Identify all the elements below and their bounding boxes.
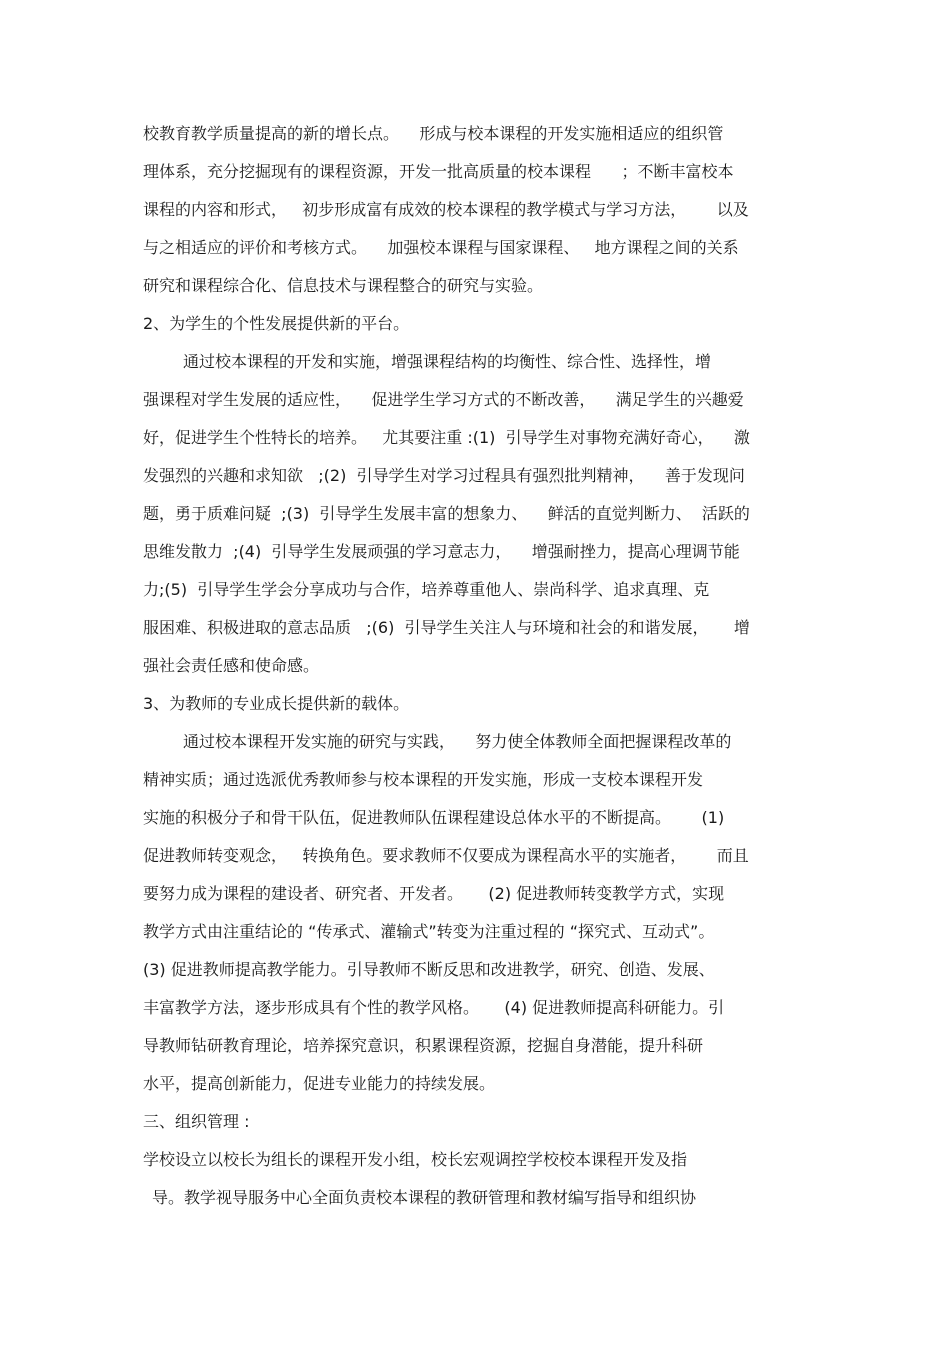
text-line: 课程的内容和形式， 初步形成富有成效的校本课程的教学模式与学习方法， 以及 — [143, 200, 749, 219]
text-line: 服困难、积极进取的意志品质 ;(6) 引导学生关注人与环境和社会的和谐发展， 增 — [143, 618, 750, 637]
text-line: 实施的积极分子和骨干队伍，促进教师队伍课程建设总体水平的不断提高。 (1) — [143, 808, 725, 827]
text-line: 研究和课程综合化、信息技术与课程整合的研究与实验。 — [143, 276, 544, 295]
section-heading: 3、为教师的专业成长提供新的载体。 — [143, 694, 410, 713]
text-line: 教学方式由注重结论的 “传承式、灌输式”转变为注重过程的 “探究式、互动式”。 — [143, 922, 715, 941]
text-line: 与之相适应的评价和考核方式。 加强校本课程与国家课程、 地方课程之间的关系 — [143, 238, 739, 257]
text-line: 好，促进学生个性特长的培养。 尤其要注重 :(1) 引导学生对事物充满好奇心， 激 — [143, 428, 750, 447]
text-line: (3) 促进教师提高教学能力。引导教师不断反思和改进教学，研究、创造、发展、 — [143, 960, 715, 979]
text-line: 精神实质；通过选派优秀教师参与校本课程的开发实施，形成一支校本课程开发 — [143, 770, 704, 789]
text-line: 促进教师转变观念， 转换角色。要求教师不仅要成为课程高水平的实施者， 而且 — [143, 846, 749, 865]
text-line: 水平，提高创新能力，促进专业能力的持续发展。 — [143, 1074, 496, 1093]
text-line: 强社会责任感和使命感。 — [143, 656, 320, 675]
text-line: 导。教学视导服务中心全面负责校本课程的教研管理和教材编写指导和组织协 — [152, 1188, 697, 1207]
text-line: 思维发散力 ;(4) 引导学生发展顽强的学习意志力， 增强耐挫力，提高心理调节能 — [143, 542, 740, 561]
text-line: 丰富教学方法，逐步形成具有个性的教学风格。 (4) 促进教师提高科研能力。引 — [143, 998, 725, 1017]
text-line: 校教育教学质量提高的新的增长点。 形成与校本课程的开发实施相适应的组织管 — [143, 124, 724, 143]
text-line: 要努力成为课程的建设者、研究者、开发者。 (2) 促进教师转变教学方式，实现 — [143, 884, 725, 903]
text-line: 力;(5) 引导学生学会分享成功与合作，培养尊重他人、崇尚科学、追求真理、克 — [143, 580, 710, 599]
paragraph-start: 通过校本课程的开发和实施，增强课程结构的均衡性、综合性、选择性，增 — [183, 352, 712, 371]
text-line: 强课程对学生发展的适应性， 促进学生学习方式的不断改善， 满足学生的兴趣爱 — [143, 390, 744, 409]
text-line: 导教师钻研教育理论，培养探究意识，积累课程资源，挖掘自身潜能，提升科研 — [143, 1036, 704, 1055]
paragraph-start: 通过校本课程开发实施的研究与实践， 努力使全体教师全面把握课程改革的 — [183, 732, 732, 751]
section-heading: 三、组织管理 : — [143, 1112, 250, 1131]
text-line: 理体系，充分挖掘现有的课程资源，开发一批高质量的校本课程 ；不断丰富校本 — [143, 162, 734, 181]
section-heading: 2、为学生的个性发展提供新的平台。 — [143, 314, 410, 333]
text-line: 学校设立以校长为组长的课程开发小组，校长宏观调控学校校本课程开发及指 — [143, 1150, 688, 1169]
text-line: 发强烈的兴趣和求知欲 ;(2) 引导学生对学习过程具有强烈批判精神， 善于发现问 — [143, 466, 745, 485]
text-line: 题，勇于质难问疑 ;(3) 引导学生发展丰富的想象力、 鲜活的直觉判断力、 活跃的 — [143, 504, 750, 523]
